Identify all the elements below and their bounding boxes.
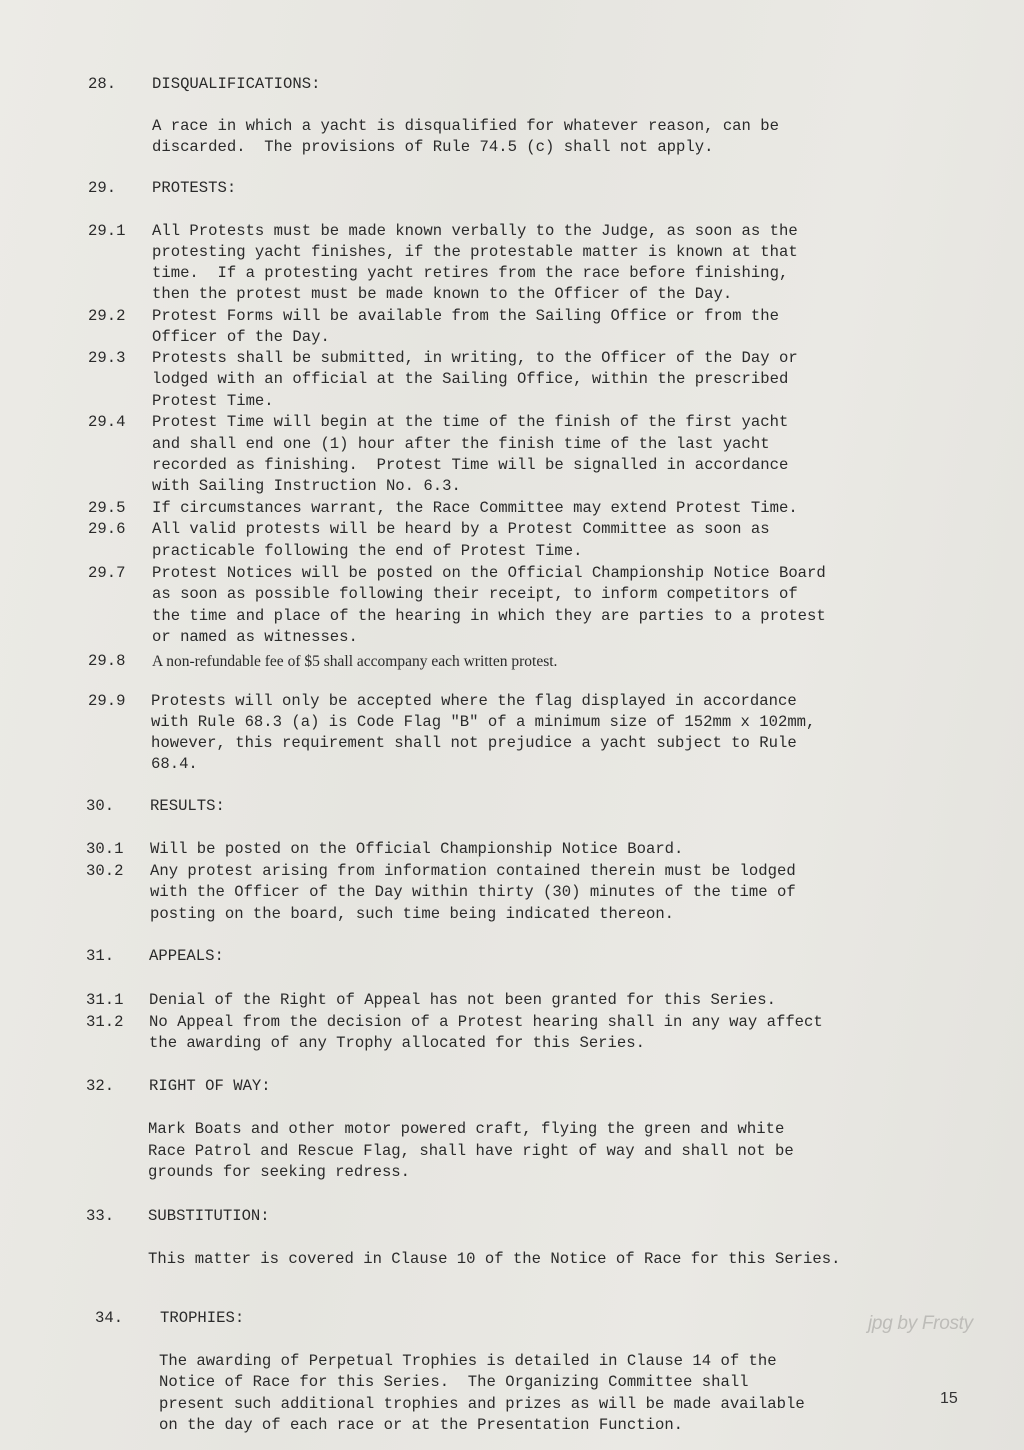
section-body-line: Notice of Race for this Series. The Organizing Committee shall: [159, 1373, 749, 1391]
section-heading: PROTESTS:: [152, 179, 237, 197]
section-number: 32.: [86, 1077, 115, 1095]
section-body-line: A race in which a yacht is disqualified for whatever reason, can be: [152, 117, 779, 135]
clause-number: 29.8: [88, 652, 126, 670]
page-number: 15: [940, 1390, 958, 1407]
clause-line: then the protest must be made known to the Officer of the Day.: [152, 285, 733, 303]
section-heading: DISQUALIFICATIONS:: [152, 75, 321, 93]
section-heading: APPEALS:: [149, 947, 224, 965]
section-body-line: Mark Boats and other motor powered craft, flying the green and white: [148, 1120, 785, 1138]
section-number: 30.: [86, 797, 115, 815]
clause-line: All valid protests will be heard by a Protest Committee as soon as: [152, 520, 770, 538]
clause-number: 29.7: [88, 564, 126, 582]
clause-line: recorded as finishing. Protest Time will be signalled in accordance: [152, 456, 789, 474]
clause-line: lodged with an official at the Sailing Office, within the prescribed: [152, 370, 789, 388]
clause-number: 31.1: [86, 991, 124, 1009]
clause-line: Will be posted on the Official Championship Notice Board.: [150, 840, 684, 858]
clause-line: with Rule 68.3 (a) is Code Flag "B" of a minimum size of 152mm x 102mm,: [151, 713, 816, 731]
clause-line: All Protests must be made known verbally to the Judge, as soon as the: [152, 222, 798, 240]
section-heading: RESULTS:: [150, 797, 225, 815]
clause-line: however, this requirement shall not prejudice a yacht subject to Rule: [151, 734, 797, 752]
clause-number: 31.2: [86, 1013, 124, 1031]
section-body-line: discarded. The provisions of Rule 74.5 (c) shall not apply.: [152, 138, 714, 156]
section-body-line: Race Patrol and Rescue Flag, shall have right of way and shall not be: [148, 1142, 794, 1160]
clause-line: Protest Forms will be available from the Sailing Office or from the: [152, 307, 779, 325]
clause-line: Protest Notices will be posted on the Official Championship Notice Board: [152, 564, 826, 582]
section-heading: TROPHIES:: [160, 1309, 245, 1327]
section-body-line: grounds for seeking redress.: [148, 1163, 411, 1181]
clause-line: Any protest arising from information contained therein must be lodged: [150, 862, 796, 880]
section-heading: RIGHT OF WAY:: [149, 1077, 271, 1095]
clause-line: Protest Time will begin at the time of the finish of the first yacht: [152, 413, 789, 431]
clause-line: with the Officer of the Day within thirty (30) minutes of the time of: [150, 883, 796, 901]
section-number: 29.: [88, 179, 117, 197]
clause-line: with Sailing Instruction No. 6.3.: [152, 477, 461, 495]
clause-line: protesting yacht finishes, if the protestable matter is known at that: [152, 243, 798, 261]
watermark: jpg by Frosty: [868, 1313, 973, 1334]
section-body-line: on the day of each race or at the Presentation Function.: [159, 1416, 684, 1434]
clause-number: 30.2: [86, 862, 124, 880]
clause-line: and shall end one (1) hour after the finish time of the last yacht: [152, 435, 770, 453]
clause-line: posting on the board, such time being indicated thereon.: [150, 905, 675, 923]
clause-line: as soon as possible following their receipt, to inform competitors of: [152, 585, 798, 603]
clause-line: or named as witnesses.: [152, 628, 358, 646]
section-number: 31.: [86, 947, 115, 965]
clause-line: the time and place of the hearing in which they are parties to a protest: [152, 607, 826, 625]
clause-line: the awarding of any Trophy allocated for this Series.: [149, 1034, 645, 1052]
clause-line: practicable following the end of Protest Time.: [152, 542, 583, 560]
clause-line: Denial of the Right of Appeal has not been granted for this Series.: [149, 991, 776, 1009]
section-heading: SUBSTITUTION:: [148, 1207, 270, 1225]
clause-line: Officer of the Day.: [152, 328, 330, 346]
clause-number: 29.5: [88, 499, 126, 517]
clause-number: 29.6: [88, 520, 126, 538]
clause-number: 29.4: [88, 413, 126, 431]
section-number: 34.: [95, 1309, 124, 1327]
clause-line: No Appeal from the decision of a Protest hearing shall in any way affect: [149, 1013, 823, 1031]
clause-line: If circumstances warrant, the Race Committee may extend Protest Time.: [152, 499, 798, 517]
section-number: 33.: [86, 1207, 115, 1225]
section-body-line: present such additional trophies and prizes as will be made available: [159, 1395, 805, 1413]
clause-line: Protests shall be submitted, in writing, to the Officer of the Day or: [152, 349, 798, 367]
section-body-line: This matter is covered in Clause 10 of the Notice of Race for this Series.: [148, 1250, 841, 1268]
clause-line: Protest Time.: [152, 392, 274, 410]
section-body-line: The awarding of Perpetual Trophies is detailed in Clause 14 of the: [159, 1352, 777, 1370]
clause-number: 30.1: [86, 840, 124, 858]
clause-number: 29.2: [88, 307, 126, 325]
clause-line: Protests will only be accepted where the flag displayed in accordance: [151, 692, 797, 710]
clause-number: 29.9: [88, 692, 126, 710]
clause-number: 29.1: [88, 222, 126, 240]
clause-line: A non-refundable fee of $5 shall accompany each written protest.: [152, 653, 558, 670]
clause-line: time. If a protesting yacht retires from the race before finishing,: [152, 264, 789, 282]
clause-number: 29.3: [88, 349, 126, 367]
clause-line: 68.4.: [151, 755, 198, 773]
section-number: 28.: [88, 75, 117, 93]
